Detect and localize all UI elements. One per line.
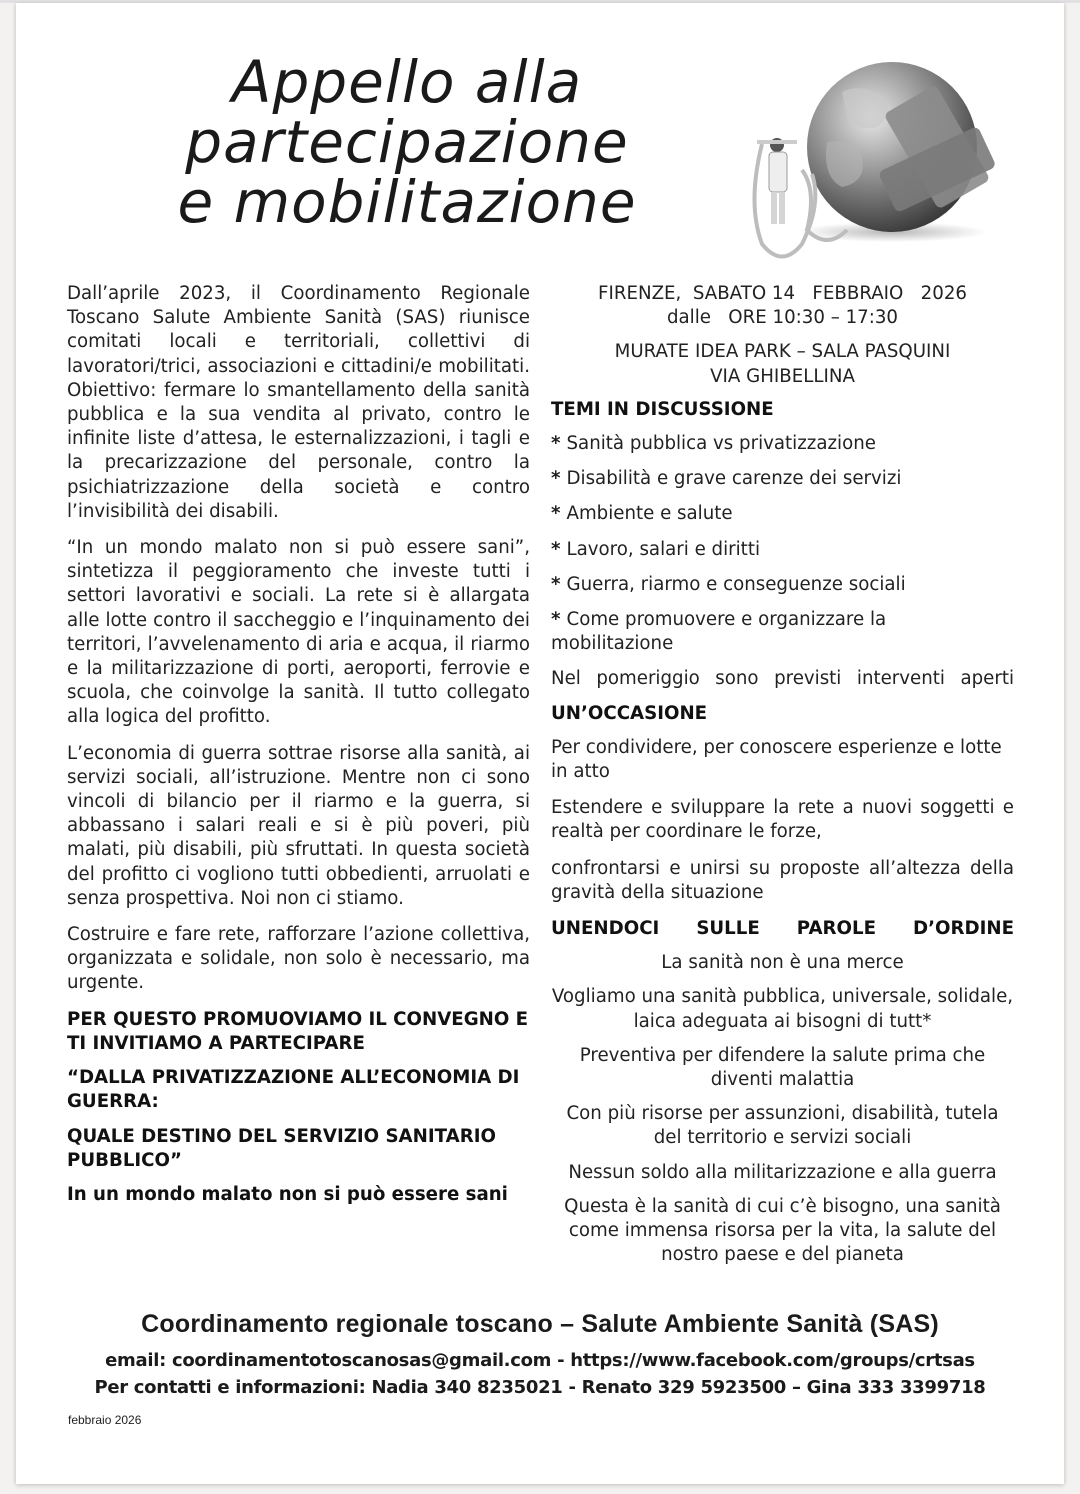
contact-links[interactable]: email: coordinamentotoscanosas@gmail.com - https://www.facebook.com/groups/crtsas bbox=[105, 1350, 975, 1371]
title-line-3: e mobilitazione bbox=[177, 168, 637, 236]
occasion-heading: UN’OCCASIONE bbox=[551, 702, 708, 724]
afternoon-note: Nel pomeriggio sono previsti interventi aperti bbox=[551, 668, 1014, 690]
topic-item: * Disabilità e grave carenze dei servizi bbox=[551, 468, 902, 490]
asterisk-bullet-icon: * bbox=[551, 538, 561, 560]
slogan: In un mondo malato non si può essere sani bbox=[67, 1183, 508, 1205]
topic-item: * Come promuovere e organizzare la mobilitazione bbox=[551, 609, 887, 655]
page-title bbox=[122, 48, 692, 236]
watchword-line: Nessun soldo alla militarizzazione e alla guerra bbox=[568, 1161, 997, 1183]
topic-item: * Lavoro, salari e diritti bbox=[551, 538, 760, 560]
call-to-action: PER QUESTO PROMUOVIAMO IL CONVEGNO E TI INVITIAMO A PARTECIPARE bbox=[67, 1008, 529, 1054]
watchword-line: La sanità non è una merce bbox=[661, 952, 904, 974]
world-sick-paragraph: “In un mondo malato non si può essere sani”, sintetizza il peggioramento che investe tutti i settori lavorativi e sociali. La rete si è allargata alle lotte contro il saccheggio e l’inquinamento dei territori, l’avvelenamento di aria e acqua, il riarmo e la militarizzazione di porti, aeroporti, ferrovie e scuola, che coinvolge la sanità. Il tutto collegato alla logica del profitto. bbox=[67, 537, 530, 728]
contact-phones: Per contatti e informazioni: Nadia 340 8235021 - Renato 329 5923500 – Gina 333 3399718 bbox=[94, 1377, 986, 1398]
event-time: dalle ORE 10:30 – 17:30 bbox=[666, 307, 899, 329]
globe-icon bbox=[732, 52, 1010, 264]
conference-title-2: QUALE DESTINO DEL SERVIZIO SANITARIO PUBBLICO” bbox=[67, 1125, 496, 1171]
asterisk-bullet-icon: * bbox=[551, 433, 561, 455]
intro-paragraph: Dall’aprile 2023, il Coordinamento Regionale Toscano Salute Ambiente Sanità (SAS) riunisce comitati locali e territoriali, collettivi di lavoratori/trici, associazioni e cittadini/e mobilitati. Obiettivo: fermare lo smantellamento della sanità pubblica e la sua vendita al privato, contro le infinite liste d’attesa, le esternalizzazioni, i tagli e la precarizzazione del personale, contro la psichiatrizzazione della società e contro l’invisibilità dei disabili. bbox=[67, 283, 530, 522]
topic-item: * Guerra, riarmo e conseguenze sociali bbox=[551, 573, 906, 595]
watchword-line: Vogliamo una sanità pubblica, universale, solidale, laica adeguata ai bisogni di tutt* bbox=[551, 986, 1014, 1032]
topics-heading: TEMI IN DISCUSSIONE bbox=[551, 398, 774, 420]
asterisk-bullet-icon: * bbox=[551, 609, 561, 631]
network-paragraph: Costruire e fare rete, rafforzare l’azione collettiva, organizzata e solidale, non solo è necessario, ma urgente. bbox=[67, 924, 530, 994]
organization-name: Coordinamento regionale toscano – Salute Ambiente Sanità (SAS) bbox=[141, 1310, 939, 1338]
title-line-2: partecipazione bbox=[185, 108, 629, 176]
title-line-1: Appello alla bbox=[231, 48, 583, 116]
conference-title-1: “DALLA PRIVATIZZAZIONE ALL’ECONOMIA DI GUERRA: bbox=[67, 1067, 520, 1113]
date-note: febbraio 2026 bbox=[68, 1413, 142, 1427]
watchword-line: Con più risorse per assunzioni, disabilità, tutela del territorio e servizi sociali bbox=[566, 1103, 999, 1149]
asterisk-bullet-icon: * bbox=[551, 503, 561, 525]
event-venue: MURATE IDEA PARK – SALA PASQUINI bbox=[614, 341, 951, 363]
occasion-paragraph: Estendere e sviluppare la rete a nuovi soggetti e realtà per coordinare le forze, bbox=[551, 797, 1014, 843]
event-date: FIRENZE, SABATO 14 FEBBRAIO 2026 bbox=[598, 283, 967, 304]
watchwords-heading: UNENDOCI SULLE PAROLE D’ORDINE bbox=[551, 918, 1014, 940]
watchword-line: Questa è la sanità di cui c’è bisogno, una sanità come immensa risorsa per la vita, la salute del nostro paese e del pianeta bbox=[564, 1195, 1001, 1266]
right-column bbox=[551, 282, 1014, 1280]
asterisk-bullet-icon: * bbox=[551, 573, 561, 595]
event-details bbox=[551, 282, 1014, 389]
globe-bandage-doctor-illustration bbox=[732, 52, 1010, 264]
war-economy-paragraph: L’economia di guerra sottrae risorse alla sanità, ai servizi sociali, all’istruzione. Mentre non ci sono vincoli di bilancio per il riarmo e la guerra, si abbassano i salari reali e si è più poveri, più malati, più disabili, più sfruttati. In questa società del profitto ci vogliono tutti obbedienti, arruolati e senza prospettiva. Noi non ci stiamo. bbox=[67, 742, 530, 909]
topic-item: * Ambiente e salute bbox=[551, 503, 733, 525]
asterisk-bullet-icon: * bbox=[551, 468, 561, 490]
topic-item: * Sanità pubblica vs privatizzazione bbox=[551, 433, 876, 455]
occasion-paragraph: Per condividere, per conoscere esperienze e lotte in atto bbox=[551, 736, 1002, 783]
occasion-paragraph: confrontarsi e unirsi su proposte all’altezza della gravità della situazione bbox=[551, 857, 1014, 903]
event-street: VIA GHIBELLINA bbox=[710, 365, 855, 387]
left-column bbox=[67, 282, 530, 1219]
watchword-line: Preventiva per difendere la salute prima che diventi malattia bbox=[579, 1044, 986, 1091]
